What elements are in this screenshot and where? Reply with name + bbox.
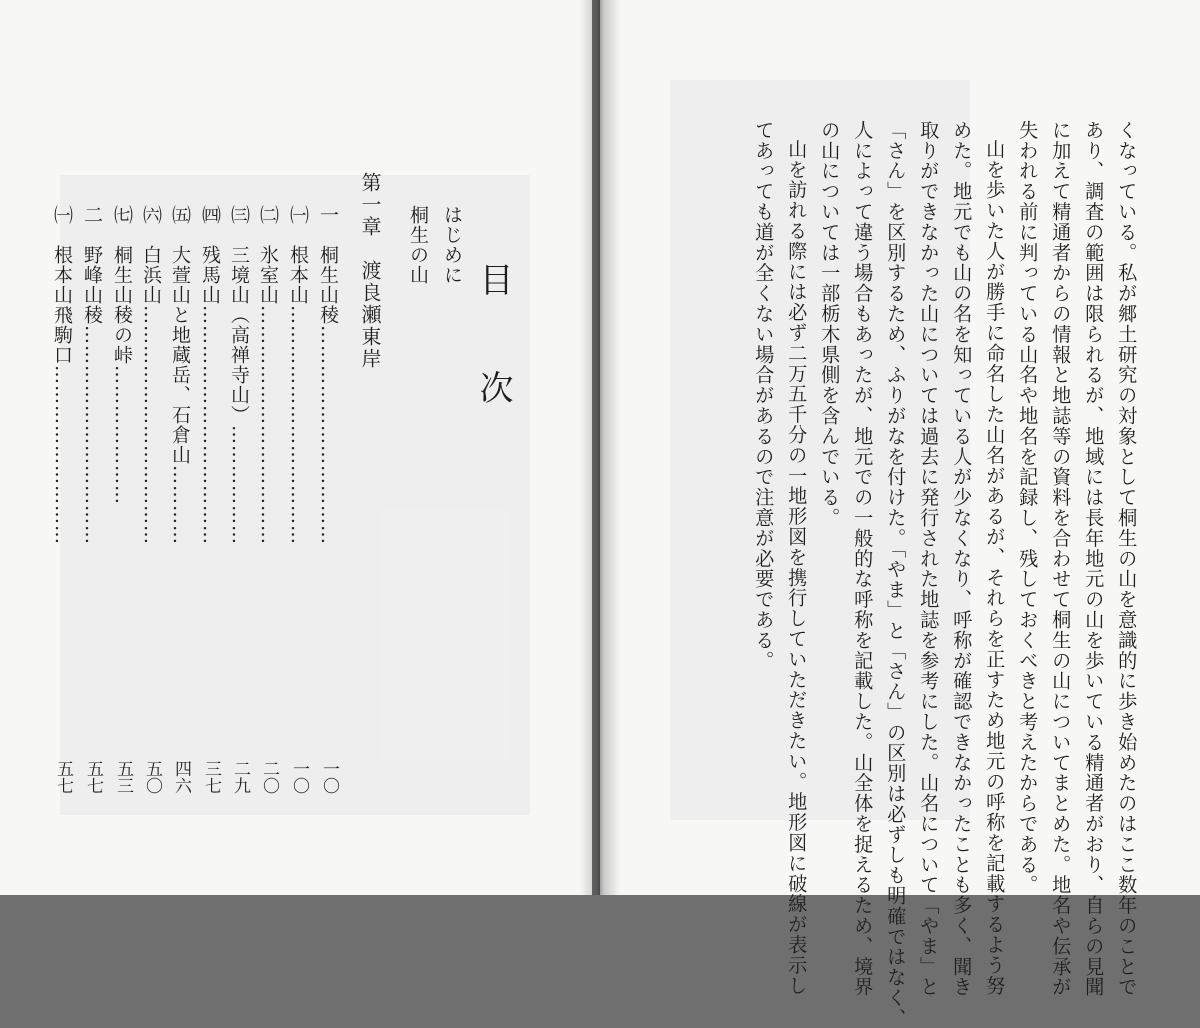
toc-page-number: 三七 <box>201 760 221 794</box>
body-line: 山を歩いた人が勝手に命名した山名があるが、それらを正すため地元の呼称を記載するよう努 <box>983 139 1007 996</box>
toc-page-number: 四六 <box>171 760 191 794</box>
toc-title: 目 次 <box>473 262 513 424</box>
toc-section: ㈡ 氷室山……………………………… <box>257 205 279 545</box>
toc-page-number: 一〇 <box>289 760 309 794</box>
body-line: くなっている。私が郷土研究の対象として桐生の山を意識的に歩き始めたのはここ数年のことで <box>1115 120 1139 998</box>
body-line: あり、調査の範囲は限られるが、地域には長年地元の山を歩いている精通者がおり、自らの見聞 <box>1082 120 1106 998</box>
body-line: の山については一部栃木県側を含んでいる。 <box>818 120 842 528</box>
toc-page-number: 五三 <box>113 760 133 794</box>
body-line: 山を訪れる際には必ず二万五千分の一地形図を携行していただきたい。地形図に破線が表示し <box>785 139 809 996</box>
body-line: 「さん」を区別するため、ふりがなを付けた。「やま」と「さん」の区別は必ずしも明確ではなく、 <box>884 120 908 1028</box>
toc-page-number: 二九 <box>230 760 250 794</box>
body-line: めた。地元でも山の名を知っている人が少なくなり、呼称が確認できなかったことも多く、聞き <box>950 120 974 998</box>
chapter-heading: 第一章 渡良瀬東岸 <box>358 172 382 370</box>
toc-page-number: 五〇 <box>142 760 162 794</box>
toc-entry-intro: はじめに <box>441 205 463 285</box>
body-line: 取りができなかった山については過去に発行された地誌を参考にした。山名について「やま」と <box>917 120 941 998</box>
toc-section: ㈣ 残馬山……………………………… <box>199 205 221 545</box>
book-gutter <box>580 0 620 895</box>
toc-section: ㈠ 根本山飛駒口……………………… <box>51 205 73 545</box>
toc-page-number: 二〇 <box>259 760 279 794</box>
toc-page <box>0 0 592 895</box>
body-line: 人によって違う場合もあったが、地元での一般的な呼称を記載した。山全体を捉えるため、境界 <box>851 120 875 998</box>
body-line: に加えて精通者からの情報と地誌等の資料を合わせて桐生の山についてまとめた。地名や伝承が <box>1049 120 1073 998</box>
toc-page-number: 一〇 <box>319 760 339 794</box>
toc-section: ㈠ 根本山……………………………… <box>287 205 309 545</box>
toc-section: ㈥ 白浜山……………………………… <box>140 205 162 545</box>
body-page <box>600 0 1200 1028</box>
toc-entry-kiryu: 桐生の山 <box>407 205 429 285</box>
toc-section: ㈢ 三境山（高禅寺山）……………… <box>228 205 250 545</box>
toc-section: 一 桐生山稜…………………………… <box>317 205 339 545</box>
toc-section: ㈦ 桐生山稜の峠………………… <box>111 205 133 505</box>
toc-page-number: 五七 <box>83 760 103 794</box>
body-line: てあっても道が全くない場合があるので注意が必要である。 <box>752 120 776 671</box>
toc-page-number: 五七 <box>53 760 73 794</box>
toc-section: 二 野峰山稜…………………………… <box>81 205 103 545</box>
toc-section: ㈤ 大萱山と地蔵岳、石倉山………… <box>169 205 191 545</box>
body-line: 失われる前に判っている山名や地名を記録し、残しておくべきと考えたからである。 <box>1016 120 1040 896</box>
